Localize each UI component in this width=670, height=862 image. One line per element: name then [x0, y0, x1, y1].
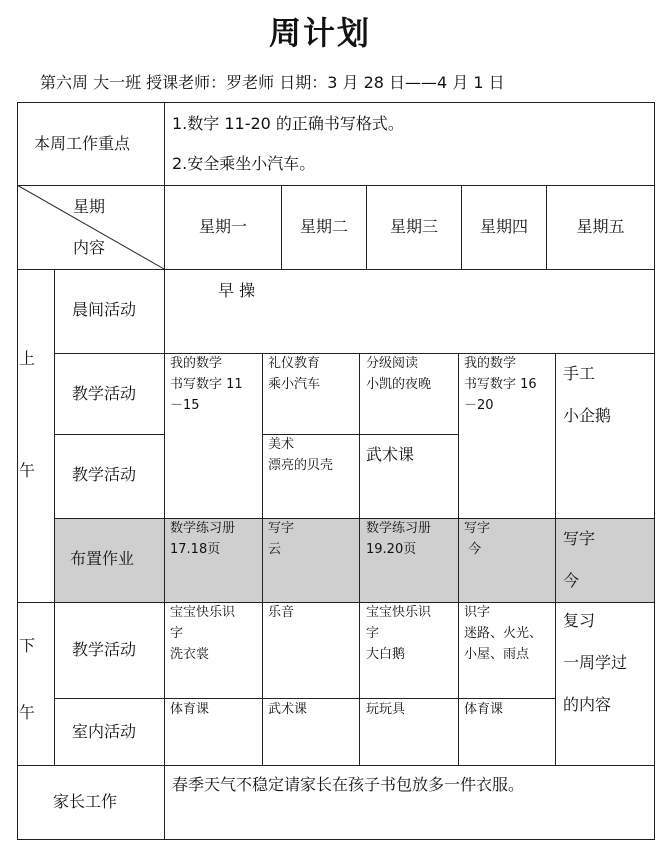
cell-line: 小企鹅 — [563, 406, 612, 425]
focus-item-1: 1.数字 11-20 的正确书写格式。 — [172, 114, 404, 133]
parents-label: 家长工作 — [53, 792, 118, 811]
cell-line: 漂亮的贝壳 — [268, 458, 334, 473]
cell-line: 19.20页 — [366, 542, 417, 557]
cell-line: 今 — [464, 542, 482, 557]
monday-afternoon-teaching — [170, 602, 235, 665]
cell-line: 乘小汽车 — [268, 377, 321, 392]
cell-line: 我的数学 — [464, 356, 517, 371]
border-top — [17, 102, 654, 103]
col-line — [359, 353, 360, 766]
thursday-indoor: 体育课 — [464, 702, 504, 717]
afternoon-label-2: 午 — [19, 703, 36, 722]
day-thursday: 星期四 — [479, 217, 528, 236]
col-line — [54, 269, 55, 766]
morning-label-1: 上 — [19, 349, 36, 368]
cell-line: 宝宝快乐识 — [170, 605, 236, 620]
tuesday-teaching-1 — [268, 353, 320, 395]
tuesday-teaching-2 — [268, 434, 333, 476]
row-line — [54, 434, 164, 435]
tuesday-homework — [268, 518, 294, 560]
afternoon-teaching-label: 教学活动 — [72, 640, 137, 659]
cell-line: 书写数字 11 — [170, 377, 243, 392]
monday-homework — [170, 518, 235, 560]
cell-line: 写字 — [563, 529, 596, 548]
monday-teaching — [170, 353, 243, 416]
wednesday-teaching-1 — [366, 353, 431, 395]
focus-label: 本周工作重点 — [34, 134, 131, 153]
thursday-teaching — [464, 353, 537, 416]
cell-line: 我的数学 — [170, 356, 223, 371]
cell-line: 小凯的夜晚 — [366, 377, 432, 392]
cell-line: 手工 — [563, 364, 596, 383]
cell-line: 宝宝快乐识 — [366, 605, 432, 620]
cell-line: 洗衣裳 — [170, 647, 210, 662]
morning-label-2: 午 — [19, 461, 36, 480]
day-tuesday: 星期二 — [299, 217, 348, 236]
parents-value: 春季天气不稳定请家长在孩子书包放多一件衣服。 — [172, 775, 525, 794]
morning-activity-label: 晨间活动 — [72, 300, 137, 319]
cell-line: 数学练习册 — [366, 521, 432, 536]
day-friday: 星期五 — [576, 217, 625, 236]
row-line — [17, 765, 654, 766]
subtitle: 第六周 大一班 授课老师：罗老师 日期：3 月 28 日——4 月 1 日 — [40, 73, 505, 92]
col-line — [555, 353, 556, 766]
homework-label: 布置作业 — [70, 549, 135, 568]
wednesday-teaching-2: 武术课 — [366, 445, 415, 464]
cell-line: 云 — [268, 542, 282, 557]
cell-line: 写字 — [464, 521, 491, 536]
header-weekday-label: 星期 — [73, 197, 106, 216]
cell-line: 分级阅读 — [366, 356, 419, 371]
thursday-afternoon-teaching — [464, 602, 542, 665]
cell-line: 字 — [366, 626, 380, 641]
monday-indoor: 体育课 — [170, 702, 210, 717]
cell-line: 数学练习册 — [170, 521, 236, 536]
cell-line: 的内容 — [563, 695, 612, 714]
cell-line: －20 — [464, 398, 494, 413]
friday-afternoon — [563, 600, 627, 726]
afternoon-label-1: 下 — [19, 636, 36, 655]
thursday-homework — [464, 518, 490, 560]
col-line — [262, 353, 263, 766]
wednesday-afternoon-teaching — [366, 602, 431, 665]
cell-line: 大白鹅 — [366, 647, 406, 662]
wednesday-homework — [366, 518, 431, 560]
indoor-activity-label: 室内活动 — [72, 722, 137, 741]
cell-line: 字 — [170, 626, 184, 641]
tuesday-indoor: 武术课 — [268, 702, 308, 717]
day-wednesday: 星期三 — [389, 217, 438, 236]
teaching-label-1: 教学活动 — [72, 384, 137, 403]
header-content-label: 内容 — [73, 238, 106, 257]
cell-line: 识字 — [464, 605, 491, 620]
morning-activity-value: 早 操 — [218, 281, 256, 300]
row-line — [17, 602, 654, 603]
cell-line: 17.18页 — [170, 542, 221, 557]
cell-line: 乐音 — [268, 605, 295, 620]
cell-line: 礼仪教育 — [268, 356, 321, 371]
border-right — [654, 102, 655, 840]
cell-line: 书写数字 16 — [464, 377, 537, 392]
cell-line: －15 — [170, 398, 200, 413]
cell-line: 写字 — [268, 521, 295, 536]
friday-homework — [563, 518, 595, 602]
day-monday: 星期一 — [198, 217, 247, 236]
cell-line: 迷路、火光、 — [464, 626, 543, 641]
tuesday-afternoon-teaching — [268, 602, 294, 623]
cell-line: 今 — [563, 571, 580, 590]
teaching-label-2: 教学活动 — [72, 465, 137, 484]
focus-item-2: 2.安全乘坐小汽车。 — [172, 154, 316, 173]
page-title: 周计划 — [268, 14, 371, 52]
cell-line: 小屋、雨点 — [464, 647, 530, 662]
friday-teaching — [563, 353, 611, 437]
cell-line: 美术 — [268, 437, 295, 452]
col-line — [458, 353, 459, 766]
wednesday-indoor: 玩玩具 — [366, 702, 406, 717]
cell-line: 复习 — [563, 611, 596, 630]
cell-line: 一周学过 — [563, 653, 628, 672]
border-bottom — [17, 839, 654, 840]
